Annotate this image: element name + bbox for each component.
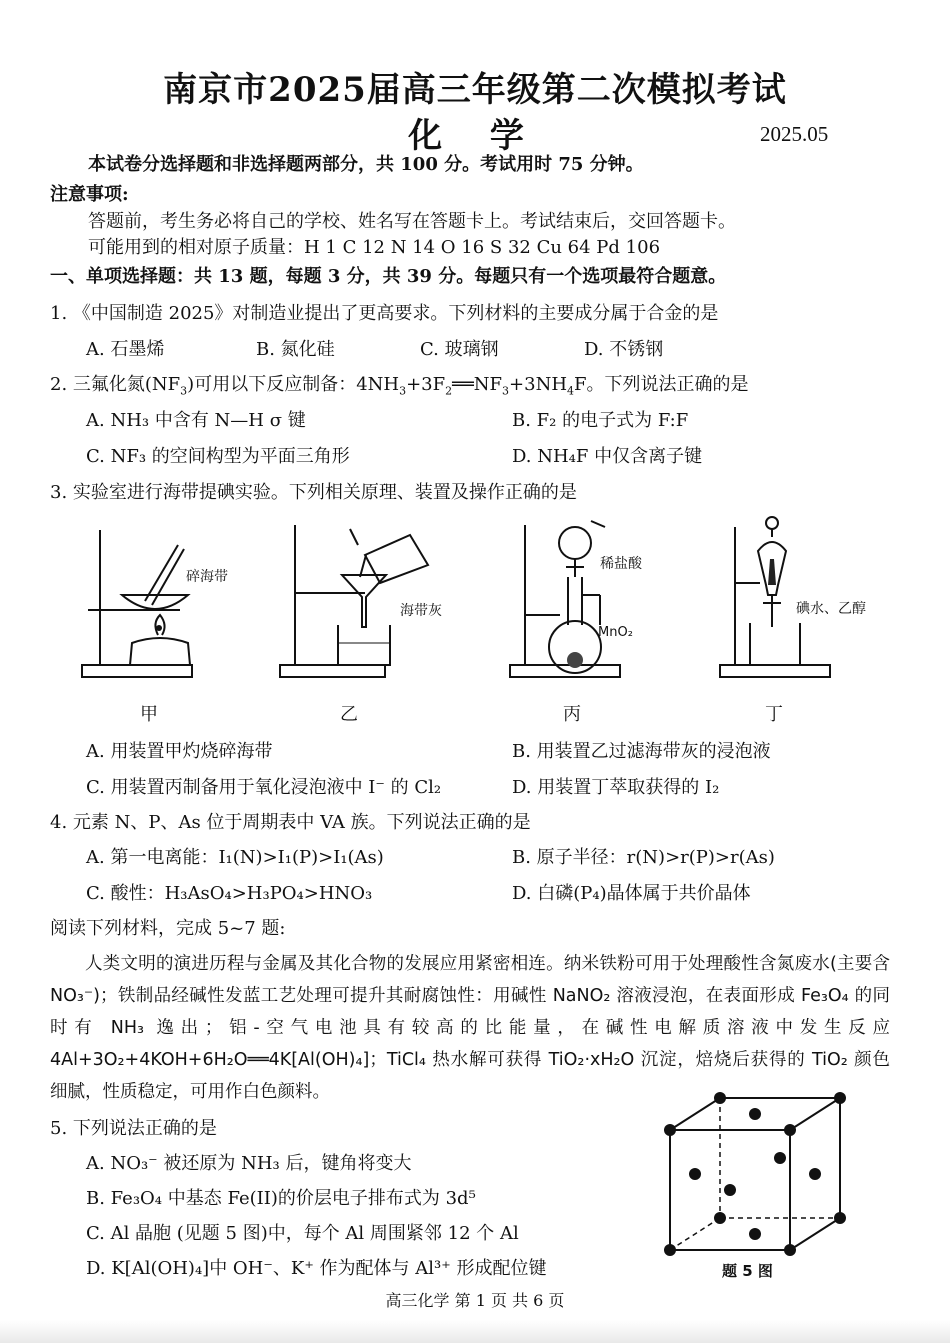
reading-intro: 阅读下列材料，完成 5~7 题: bbox=[50, 918, 286, 939]
q1-option-d: D. 不锈钢 bbox=[584, 339, 664, 360]
page-footer: 高三化学 第 1 页 共 6 页 bbox=[385, 1291, 565, 1310]
q5-unit-cell-figure bbox=[650, 1090, 850, 1285]
q4-stem: 4. 元素 N、P、As 位于周期表中 VA 族。下列说法正确的是 bbox=[50, 812, 531, 833]
q5-stem: 5. 下列说法正确的是 bbox=[50, 1118, 217, 1139]
q1-option-b: B. 氮化硅 bbox=[256, 339, 335, 360]
q4-option-d: D. 白磷(P₄)晶体属于共价晶体 bbox=[512, 883, 751, 904]
label-extract: 碘水、乙醇 bbox=[796, 601, 866, 617]
notice-heading: 注意事项: bbox=[50, 184, 129, 205]
label-seaweed: 碎海带 bbox=[186, 569, 228, 585]
reading-passage bbox=[50, 948, 890, 1108]
exam-title: 南京市2025届高三年级第二次模拟考试 bbox=[163, 70, 787, 110]
q3-option-c: C. 用装置丙制备用于氧化浸泡液中 I⁻ 的 Cl₂ bbox=[86, 777, 442, 798]
scan-edge bbox=[0, 1320, 950, 1343]
q5-option-a: A. NO₃⁻ 被还原为 NH₃ 后，键角将变大 bbox=[86, 1153, 412, 1174]
q2-stem: 2. 三氟化氮$(NF_3)$可用以下反应制备：$4NH_3+3F_2══NF_3+3NH_4F$。下列说法正确的是 bbox=[50, 374, 749, 398]
notice-line-2: 可能用到的相对原子质量：H 1 C 12 N 14 O 16 S 32 Cu 64 Pd 106 bbox=[88, 237, 661, 258]
section-1-heading: 一、单项选择题：共 13 题，每题 3 分，共 39 分。每题只有一个选项最符合题意。 bbox=[50, 266, 727, 287]
q5-option-b: B. Fe₃O₄ 中基态 Fe(II)的价层电子排布式为 3d⁵ bbox=[86, 1188, 476, 1209]
q4-option-b: B. 原子半径：r(N)>r(P)>r(As) bbox=[512, 847, 775, 868]
q5-figure-caption: 题 5 图 bbox=[722, 1262, 773, 1280]
q2-option-a: A. NH₃ 中含有 N—H σ 键 bbox=[86, 410, 306, 431]
label-bing: 丙 bbox=[563, 704, 581, 725]
q2-option-d: D. NH₄F 中仅含离子键 bbox=[512, 446, 703, 467]
label-jia: 甲 bbox=[140, 704, 158, 725]
q3-apparatus-figure bbox=[60, 515, 880, 725]
exam-date: 2025.05 bbox=[760, 122, 829, 146]
apparatus-jia bbox=[82, 530, 192, 677]
apparatus-yi bbox=[280, 525, 428, 677]
q3-option-b: B. 用装置乙过滤海带灰的浸泡液 bbox=[512, 741, 771, 762]
label-ash: 海带灰 bbox=[400, 603, 442, 619]
q5-option-d: D. K[Al(OH)₄]中 OH⁻、K⁺ 作为配体与 Al³⁺ 形成配位键 bbox=[86, 1258, 547, 1279]
q2-option-c: C. NF₃ 的空间构型为平面三角形 bbox=[86, 446, 350, 467]
label-yi: 乙 bbox=[340, 704, 358, 725]
q4-option-c: C. 酸性：H₃AsO₄>H₃PO₄>HNO₃ bbox=[86, 883, 373, 904]
intro-line: 本试卷分选择题和非选择题两部分，共 100 分。考试用时 75 分钟。 bbox=[88, 154, 644, 175]
q3-stem: 3. 实验室进行海带提碘实验。下列相关原理、装置及操作正确的是 bbox=[50, 482, 577, 503]
label-mno2: MnO₂ bbox=[598, 625, 633, 640]
notice-line-1: 答题前，考生务必将自己的学校、姓名写在答题卡上。考试结束后，交回答题卡。 bbox=[88, 211, 736, 232]
q3-option-d: D. 用装置丁萃取获得的 I₂ bbox=[512, 777, 720, 798]
q2-option-b: B. F₂ 的电子式为 F:F bbox=[512, 410, 689, 431]
q1-option-a: A. 石墨烯 bbox=[86, 339, 165, 360]
q1-option-c: C. 玻璃钢 bbox=[420, 339, 499, 360]
q5-option-c: C. Al 晶胞 (见题 5 图)中，每个 Al 周围紧邻 12 个 Al bbox=[86, 1223, 519, 1244]
q3-option-a: A. 用装置甲灼烧碎海带 bbox=[86, 741, 273, 762]
apparatus-ding bbox=[720, 517, 830, 677]
q1-stem: 1. 《中国制造 2025》对制造业提出了更高要求。下列材料的主要成分属于合金的是 bbox=[50, 303, 719, 324]
q4-option-a: A. 第一电离能：I₁(N)>I₁(P)>I₁(As) bbox=[86, 847, 384, 868]
subject-title: 化 学 bbox=[408, 116, 542, 156]
label-ding: 丁 bbox=[765, 704, 783, 725]
label-hcl: 稀盐酸 bbox=[600, 556, 642, 572]
reading-text: 人类文明的演进历程与金属及其化合物的发展应用紧密相连。纳米铁粉可用于处理酸性含氮废水(主要含 NO₃⁻)；铁制品经碱性发蓝工艺处理可提升其耐腐蚀性：用碱性 NaNO₂ 溶液浸泡，在表面形成 Fe₃O₄ 的同时有 NH₃ 逸出；铝-空气电池具有较高的比能量，在碱性电解质溶液中发生反应 4Al+3O₂+4KOH+6H₂O══4K[Al(OH)₄]；TiCl₄ 热水解可获得 TiO₂·xH₂O 沉淀，焙烧后获得的 TiO₂ 颜色细腻，性质稳定，可用作白色颜料。 bbox=[50, 954, 890, 1102]
apparatus-bing bbox=[510, 521, 620, 677]
